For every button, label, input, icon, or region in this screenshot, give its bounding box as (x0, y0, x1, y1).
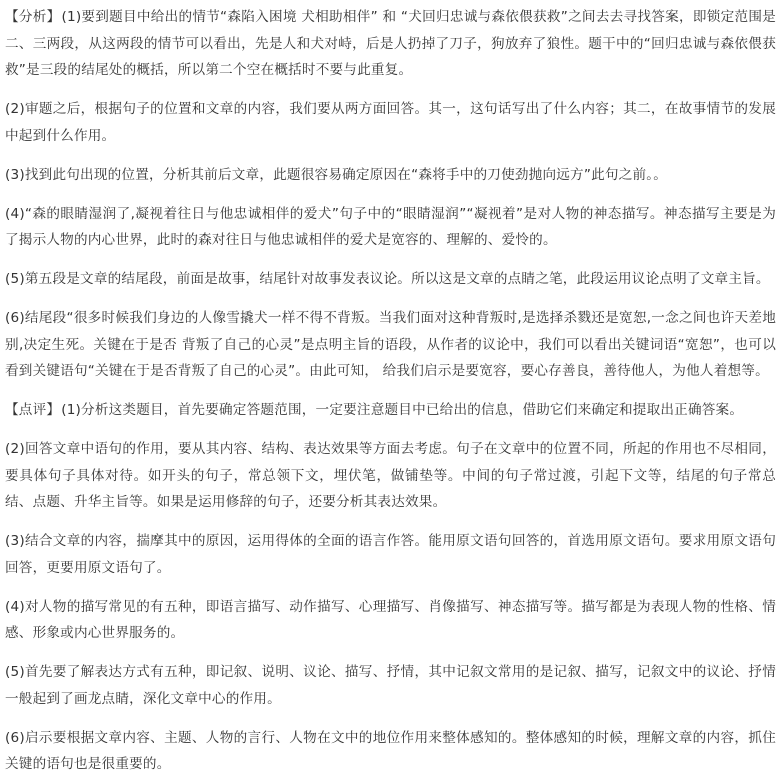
analysis-label: 【分析】 (5, 9, 61, 25)
analysis-item-1 (5, 4, 776, 84)
comment-item-4: (4)对人物的描写常见的有五种，即语言描写、动作描写、心理描写、肖像描写、神态描写等。描写都是为表现人物的性格、情感、形象或内心世界服务的。 (5, 598, 776, 641)
analysis-item-1-text: (1)要到题目中给出的情节“森陷入困境 犬相助相伴” 和 “犬回归忠诚与森依偎获救”之间去去寻找答案，即锁定范围是二、三两段，从这两段的情节可以看出，先是人和犬对峙，后是人扔掉了刀子，狗放弃了狼性。题干中的“回归忠诚与森依偎获救”是三段的结尾处的概括，所以第二个空在概括时不要与此重复。 (5, 9, 776, 78)
comment-item-5: (5)首先要了解表达方式有五种，即记叙、说明、议论、描写、抒情，其中记叙文常用的是记叙、描写，记叙文中的议论、抒情一般起到了画龙点睛，深化文章中心的作用。 (5, 664, 776, 707)
comment-item-1-text: (1)分析这类题目，首先要确定答题范围，一定要注意题目中已给出的信息，借助它们来确定和提取出正确答案。 (61, 402, 744, 418)
comment-label: 【点评】 (5, 402, 61, 418)
analysis-item-4: (4)“森的眼睛湿润了,凝视着往日与他忠诚相伴的爱犬”句子中的“眼睛湿润”“凝视着”是对人物的神态描写。神态描写主要是为了揭示人物的内心世界，此时的森对往日与他忠诚相伴的爱犬是宽容的、理解的、爱怜的。 (5, 205, 776, 248)
analysis-item-6: (6)结尾段“很多时候我们身边的人像雪撬犬一样不得不背叛。当我们面对这种背叛时,是选择杀戮还是宽恕,一念之间也许天差地别,决定生死。关键在于是否 背叛了自己的心灵”是点明主旨的语段，从作者的议论中，我们可以看出关键词语“宽恕”，也可以看到关键语句“关键在于是否背叛了自己的心灵”。由此可知， 给我们启示是要宽容，要心存善良，善待他人，为他人着想等。 (5, 310, 776, 379)
comment-item-1 (5, 397, 776, 424)
analysis-item-3: (3)找到此句出现的位置，分析其前后文章，此题很容易确定原因在“森将手中的刀使劲抛向远方”此句之前。。 (5, 166, 668, 183)
comment-item-3: (3)结合文章的内容，揣摩其中的原因，运用得体的全面的语言作答。能用原文语句回答的，首选用原文语句。要求用原文语句回答，更要用原文语句了。 (5, 533, 776, 576)
analysis-item-2: (2)审题之后，根据句子的位置和文章的内容，我们要从两方面回答。其一，这句话写出了什么内容；其二，在故事情节的发展中起到什么作用。 (5, 101, 776, 144)
comment-item-6: (6)启示要根据文章内容、主题、人物的言行、人物在文中的地位作用来整体感知的。整体感知的时候，理解文章的内容，抓住关键的语句也是很重要的。 (5, 729, 776, 772)
analysis-section (5, 4, 776, 385)
comment-item-2: (2)回答文章中语句的作用，要从其内容、结构、表达效果等方面去考虑。句子在文章中的位置不同，所起的作用也不尽相同，要具体句子具体对待。如开头的句子，常总领下文，埋伏笔，做铺垫等。中间的句子常过渡，引起下文等，结尾的句子常总结、点题、升华主旨等。如果是运用修辞的句子，还要分析其表达效果。 (5, 441, 776, 510)
analysis-item-5: (5)第五段是文章的结尾段，前面是故事，结尾针对故事发表议论。所以这是文章的点睛之笔，此段运用议论点明了文章主旨。 (5, 271, 770, 287)
comment-section (5, 397, 776, 778)
